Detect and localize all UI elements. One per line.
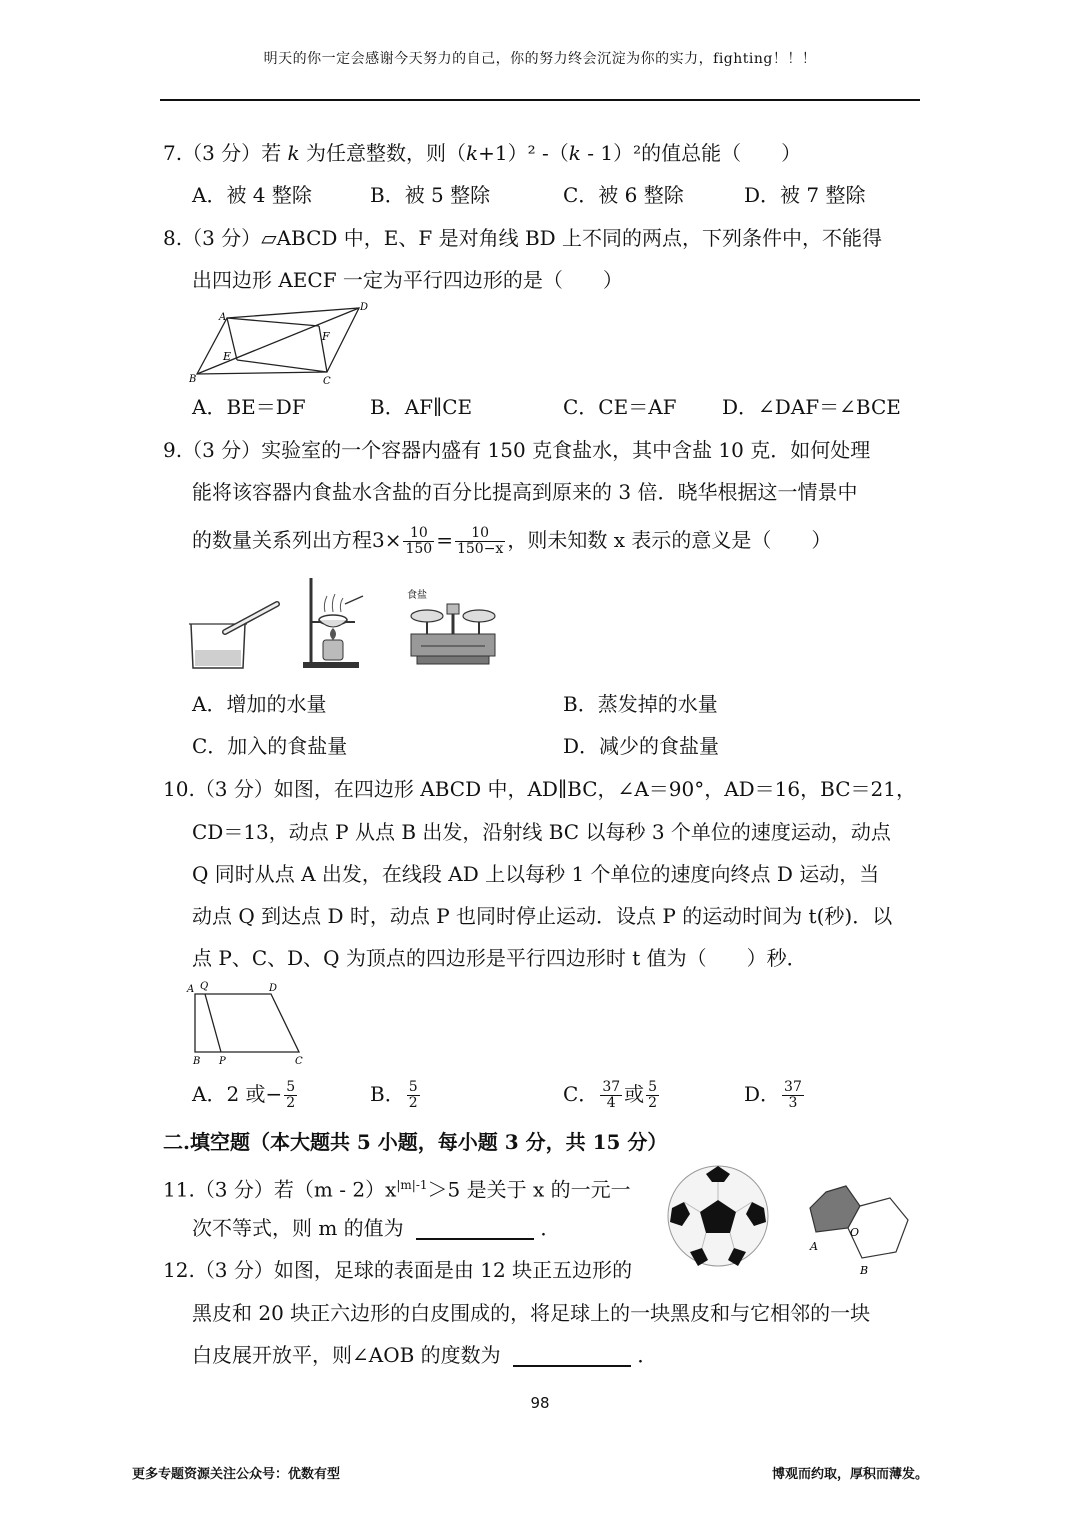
numerator: 10	[455, 526, 505, 542]
question-number: 8.	[163, 226, 183, 250]
q9-text: ，则未知数 x 表示的意义是（ ）	[507, 528, 832, 552]
segment-af	[227, 318, 319, 326]
q7-text: 为任意整数，则（	[299, 141, 467, 165]
q9-option-a: A．增加的水量	[192, 692, 327, 716]
denominator: 4	[606, 1095, 616, 1111]
question-12-line3	[192, 1343, 657, 1367]
question-score: （3 分）	[194, 1258, 274, 1282]
question-number: 10.	[163, 777, 195, 801]
q8-option-c: C．CE＝AF	[563, 395, 677, 419]
question-8-line1	[163, 226, 882, 250]
label-b: B	[189, 374, 197, 385]
label-q: Q	[200, 981, 209, 992]
label-e: E	[223, 350, 232, 363]
numerator: 5	[286, 1079, 296, 1095]
fraction	[407, 1080, 420, 1111]
numerator: 37	[784, 1079, 802, 1095]
question-10-line2: CD＝13，动点 P 从点 B 出发，沿射线 BC 以每秒 3 个单位的速度运动，动点	[192, 820, 891, 844]
q10-option-a	[192, 1074, 299, 1114]
q10-option-c	[563, 1074, 661, 1114]
pentagon-hexagon-figure	[800, 1180, 920, 1280]
q7-option-a: A．被 4 整除	[192, 183, 312, 207]
q12-text: ．	[637, 1343, 658, 1367]
q7-option-d: D．被 7 整除	[744, 183, 866, 207]
q11-text: ．	[540, 1216, 561, 1240]
trapezoid-abcd	[195, 994, 299, 1052]
q12-text: 如图，足球的表面是由 12 块正五边形的	[273, 1258, 633, 1282]
question-12-line1	[163, 1258, 632, 1282]
evaporation-stand-icon	[303, 578, 363, 668]
question-score: （3 分）	[194, 1177, 274, 1202]
question-9-line3	[192, 520, 831, 560]
footer-right: 博观而约取，厚积而薄发。	[772, 1467, 929, 1482]
var-k: k	[568, 141, 581, 165]
question-number: 12.	[163, 1258, 195, 1282]
q10-option-b	[370, 1074, 422, 1114]
question-number: 11.	[163, 1177, 195, 1202]
soccer-ball-icon	[664, 1160, 774, 1274]
label-c: C	[323, 376, 331, 387]
q10-text: 如图，在四边形 ABCD 中，AD∥BC，∠A＝90°，AD＝16，BC＝21，	[273, 777, 916, 801]
question-10-line5: 点 P、C、D、Q 为顶点的四边形是平行四边形时 t 值为（ ）秒．	[192, 946, 807, 970]
question-11-line1	[163, 1173, 631, 1202]
fraction-10-150-x	[455, 526, 505, 557]
question-score: （3 分）	[182, 226, 262, 250]
question-10-line4: 动点 Q 到达点 D 时，动点 P 也同时停止运动．设点 P 的运动时间为 t(秒)．以	[192, 904, 893, 928]
footer-left: 更多专题资源关注公众号：优数有型	[132, 1467, 341, 1482]
q8-option-b: B．AF∥CE	[370, 395, 473, 419]
segment-qp	[205, 994, 221, 1052]
q9-text: 实验室的一个容器内盛有 150 克食盐水，其中含盐 10 克．如何处理	[261, 438, 871, 462]
q9-text: 的数量关系列出方程3×	[192, 528, 402, 552]
label-d: D	[360, 302, 369, 313]
segment-ec	[237, 360, 327, 372]
denominator: 2	[408, 1095, 418, 1111]
fraction	[284, 1080, 297, 1111]
equals-sign: =	[436, 528, 453, 552]
label-b: B	[193, 1056, 201, 1066]
exponent: |m|-1	[396, 1178, 428, 1192]
var-k: k	[287, 141, 300, 165]
question-7	[163, 141, 801, 165]
fraction	[646, 1080, 659, 1111]
label-o: O	[850, 1226, 860, 1239]
denominator: 3	[788, 1095, 798, 1111]
fraction-10-150	[403, 526, 434, 557]
q9-option-c: C．加入的食盐量	[192, 734, 348, 758]
salt-label: 食盐	[407, 590, 427, 601]
q8-option-d: D．∠DAF＝∠BCE	[722, 395, 901, 419]
question-12-line2: 黑皮和 20 块正六边形的白皮围成的，将足球上的一块黑皮和与它相邻的一块	[192, 1301, 871, 1325]
q7-text: 若	[261, 141, 288, 165]
question-9-line1	[163, 438, 870, 462]
question-8-line2: 出四边形 AECF 一定为平行四边形的是（ ）	[192, 268, 623, 292]
trapezoid-figure	[185, 980, 315, 1066]
q7-option-b: B．被 5 整除	[370, 183, 491, 207]
q10-option-d	[744, 1074, 806, 1114]
denominator: 150−x	[456, 541, 504, 557]
balance-scale-icon	[407, 588, 495, 664]
numerator: 5	[408, 1079, 418, 1095]
q11-text: 次不等式，则 m 的值为	[192, 1216, 404, 1240]
label-f: F	[322, 330, 330, 343]
header-rule	[160, 99, 920, 101]
option-text: B．	[370, 1082, 405, 1106]
answer-blank[interactable]	[513, 1345, 631, 1367]
question-10-line3: Q 同时从点 A 出发，在线段 AD 上以每秒 1 个单位的速度向终点 D 运动，当	[192, 862, 880, 886]
question-score: （3 分）	[182, 141, 262, 165]
q11-text: 若（m - 2）x	[273, 1177, 397, 1202]
label-p: P	[219, 1056, 226, 1066]
label-a: A	[187, 984, 195, 995]
page-header-motto: 明天的你一定会感谢今天努力的自己，你的努力终会沉淀为你的实力，fighting！！！	[263, 51, 817, 67]
var-k: k	[466, 141, 479, 165]
denominator: 2	[286, 1095, 296, 1111]
option-text: 或	[624, 1082, 645, 1106]
question-9-line2: 能将该容器内食盐水含盐的百分比提高到原来的 3 倍．晓华根据这一情景中	[192, 480, 858, 504]
label-b: B	[860, 1264, 869, 1277]
label-d: D	[269, 983, 278, 994]
denominator: 150	[405, 541, 433, 557]
q12-text: 白皮展开放平，则∠AOB 的度数为	[192, 1343, 501, 1367]
page-number: 98	[530, 1394, 550, 1412]
option-text: C．	[563, 1082, 599, 1106]
label-a: A	[810, 1240, 818, 1253]
beaker-icon	[189, 604, 277, 668]
question-score: （3 分）	[194, 777, 274, 801]
denominator: 2	[648, 1095, 658, 1111]
q9-option-d: D．减少的食盐量	[563, 734, 720, 758]
label-a: A	[219, 312, 227, 323]
fraction	[600, 1080, 622, 1111]
q11-text: ＞5 是关于 x 的一元一	[427, 1177, 631, 1202]
q8-text: ▱ABCD 中，E、F 是对角线 BD 上不同的两点，下列条件中，不能得	[261, 226, 883, 250]
lab-equipment-figure	[185, 574, 505, 674]
numerator: 5	[648, 1079, 658, 1095]
question-number: 9.	[163, 438, 183, 462]
parallelogram-figure	[185, 298, 375, 390]
q9-option-b: B．蒸发掉的水量	[563, 692, 718, 716]
q8-option-a: A．BE＝DF	[192, 395, 306, 419]
question-11-line2	[192, 1216, 560, 1240]
q7-option-c: C．被 6 整除	[563, 183, 684, 207]
answer-blank[interactable]	[416, 1218, 534, 1240]
question-10-line1	[163, 777, 916, 801]
question-score: （3 分）	[182, 438, 262, 462]
option-text: D．	[744, 1082, 781, 1106]
q7-text: +1）² -（	[478, 141, 569, 165]
fraction	[782, 1080, 804, 1111]
option-text: A．2 或−	[192, 1082, 283, 1106]
q7-text: - 1）²的值总能（ ）	[580, 141, 802, 165]
question-number: 7.	[163, 141, 183, 165]
label-c: C	[295, 1056, 303, 1066]
section-2-heading: 二.填空题（本大题共 5 小题，每小题 3 分，共 15 分）	[163, 1130, 668, 1154]
numerator: 10	[403, 526, 434, 542]
numerator: 37	[602, 1079, 621, 1095]
